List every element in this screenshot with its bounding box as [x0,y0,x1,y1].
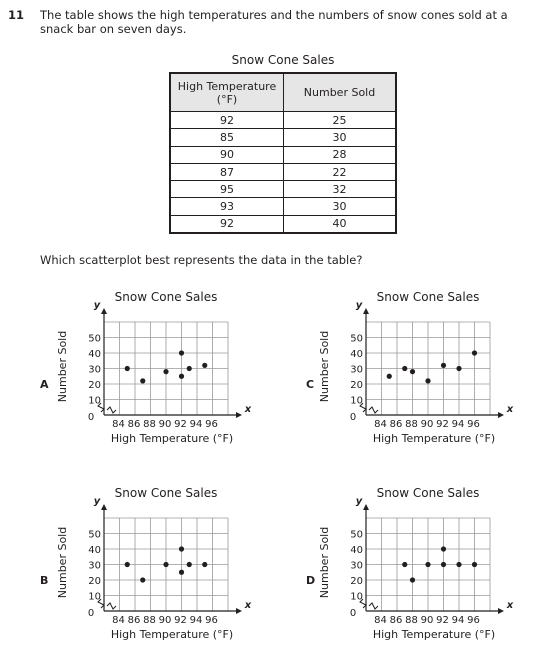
x-axis-letter: x [244,404,252,415]
x-axis-label: High Temperature (°F) [372,432,496,445]
x-tick-label: 94 [189,419,203,430]
data-point [441,562,446,567]
y-tick-label: 40 [350,545,363,556]
data-point [425,378,430,383]
cell-temperature: 85 [170,129,284,146]
x-tick-label: 86 [389,615,403,626]
cell-temperature: 90 [170,146,284,163]
origin-label: 0 [349,412,357,423]
x-tick-label: 92 [174,419,187,430]
scatterplot-b[interactable] [40,486,252,641]
x-tick-label: 86 [389,419,403,430]
y-axis-label: Number Sold [318,526,331,599]
header-temperature: High Temperature (°F) [170,73,284,112]
data-point [202,562,207,567]
x-tick-label: 84 [112,615,125,626]
x-tick-label: 90 [158,419,172,430]
data-point [163,369,168,374]
data-point [187,366,192,371]
x-tick-label: 94 [451,615,465,626]
x-tick-label: 96 [467,419,480,430]
table-caption: Snow Cone Sales [231,53,335,67]
data-point [441,546,446,551]
data-point [410,369,415,374]
y-tick-label: 10 [350,395,363,407]
cell-number-sold: 25 [284,112,397,129]
data-point [202,363,207,368]
origin-label: 0 [349,608,357,619]
x-axis-arrow [498,412,504,418]
x-tick-label: 88 [405,419,418,430]
cell-number-sold: 28 [284,146,397,163]
option-letter: D [306,574,316,587]
data-point [125,562,130,567]
y-tick-label: 10 [88,395,101,407]
y-axis-label: Number Sold [56,526,69,599]
data-point [456,366,461,371]
option-letter: B [40,574,49,587]
data-point [387,374,392,379]
cell-temperature: 95 [170,181,284,198]
data-point [179,350,184,355]
y-tick-label: 40 [88,545,101,556]
x-axis-break [369,407,378,413]
x-tick-label: 90 [420,419,434,430]
data-point [187,562,192,567]
data-point [425,562,430,567]
option-letter: A [40,378,49,391]
plot-title: Snow Cone Sales [114,290,218,304]
cell-number-sold: 30 [284,129,397,146]
origin-label: 0 [87,412,95,423]
cell-number-sold: 22 [284,163,397,180]
cell-temperature: 93 [170,198,284,215]
y-tick-label: 50 [350,529,363,541]
cell-temperature: 92 [170,112,284,129]
y-tick-label: 30 [88,364,101,376]
data-point [472,562,477,567]
x-tick-label: 88 [405,615,418,626]
x-axis-break [369,603,378,609]
x-axis-arrow [236,608,242,614]
x-tick-label: 90 [158,615,172,626]
plot-title: Snow Cone Sales [376,290,480,304]
header-number-sold: Number Sold [284,73,397,112]
y-axis-arrow [101,308,107,314]
y-tick-label: 40 [350,349,363,360]
x-tick-label: 96 [205,419,218,430]
scatterplot-c[interactable] [306,290,514,445]
x-tick-label: 92 [174,615,187,626]
y-tick-label: 20 [350,380,363,391]
data-point [140,577,145,582]
x-axis-break [107,407,116,413]
x-tick-label: 84 [112,419,125,430]
y-tick-label: 30 [350,364,363,376]
y-tick-label: 20 [88,576,101,587]
data-point [179,374,184,379]
y-tick-label: 10 [88,591,101,603]
x-tick-label: 96 [467,615,480,626]
cell-number-sold: 30 [284,198,397,215]
data-point [163,562,168,567]
x-axis-label: High Temperature (°F) [110,432,234,445]
x-axis-break [107,603,116,609]
x-axis-letter: x [506,404,514,415]
data-point [472,350,477,355]
y-axis-label: Number Sold [318,330,331,403]
y-tick-label: 20 [88,380,101,391]
plot-title: Snow Cone Sales [114,486,218,500]
x-tick-label: 88 [143,419,156,430]
y-axis-letter: y [93,300,101,311]
x-axis-letter: x [244,600,252,611]
option-letter: C [306,378,315,391]
y-tick-label: 30 [350,560,363,572]
cell-temperature: 92 [170,215,284,233]
y-tick-label: 20 [350,576,363,587]
scatterplot-a[interactable] [40,290,252,445]
data-point [125,366,130,371]
y-axis-arrow [363,308,369,314]
y-axis-label: Number Sold [56,330,69,403]
data-point [179,570,184,575]
question-number: 11 [8,8,25,22]
x-axis-label: High Temperature (°F) [110,628,234,641]
plot-title: Snow Cone Sales [376,486,480,500]
data-point [402,562,407,567]
x-tick-label: 88 [143,615,156,626]
cell-number-sold: 32 [284,181,397,198]
x-tick-label: 90 [420,615,434,626]
origin-label: 0 [87,608,95,619]
x-axis-label: High Temperature (°F) [372,628,496,641]
question-stem: The table shows the high temperatures and the numbers of snow cones sold at a snack bar on seven days. [40,8,508,36]
y-tick-label: 30 [88,560,101,572]
x-axis-letter: x [506,600,514,611]
y-tick-label: 40 [88,349,101,360]
data-point [441,363,446,368]
cell-temperature: 87 [170,163,284,180]
x-tick-label: 94 [189,615,203,626]
x-tick-label: 84 [374,615,387,626]
cell-number-sold: 40 [284,215,397,233]
y-tick-label: 50 [88,333,101,345]
x-tick-label: 94 [451,419,465,430]
x-tick-label: 84 [374,419,387,430]
y-axis-letter: y [355,496,363,507]
data-point [410,577,415,582]
data-point [456,562,461,567]
x-tick-label: 86 [127,419,141,430]
y-axis-arrow [101,504,107,510]
question-prompt: Which scatterplot best represents the data in the table? [40,253,363,267]
data-point [140,378,145,383]
y-axis-letter: y [93,496,101,507]
x-tick-label: 92 [436,615,449,626]
data-point [402,366,407,371]
x-axis-arrow [236,412,242,418]
data-point [179,546,184,551]
x-tick-label: 92 [436,419,449,430]
y-tick-label: 50 [350,333,363,345]
scatterplot-d[interactable] [306,486,514,641]
y-tick-label: 50 [88,529,101,541]
x-tick-label: 86 [127,615,141,626]
y-axis-arrow [363,504,369,510]
x-tick-label: 96 [205,615,218,626]
y-tick-label: 10 [350,591,363,603]
x-axis-arrow [498,608,504,614]
y-axis-letter: y [355,300,363,311]
